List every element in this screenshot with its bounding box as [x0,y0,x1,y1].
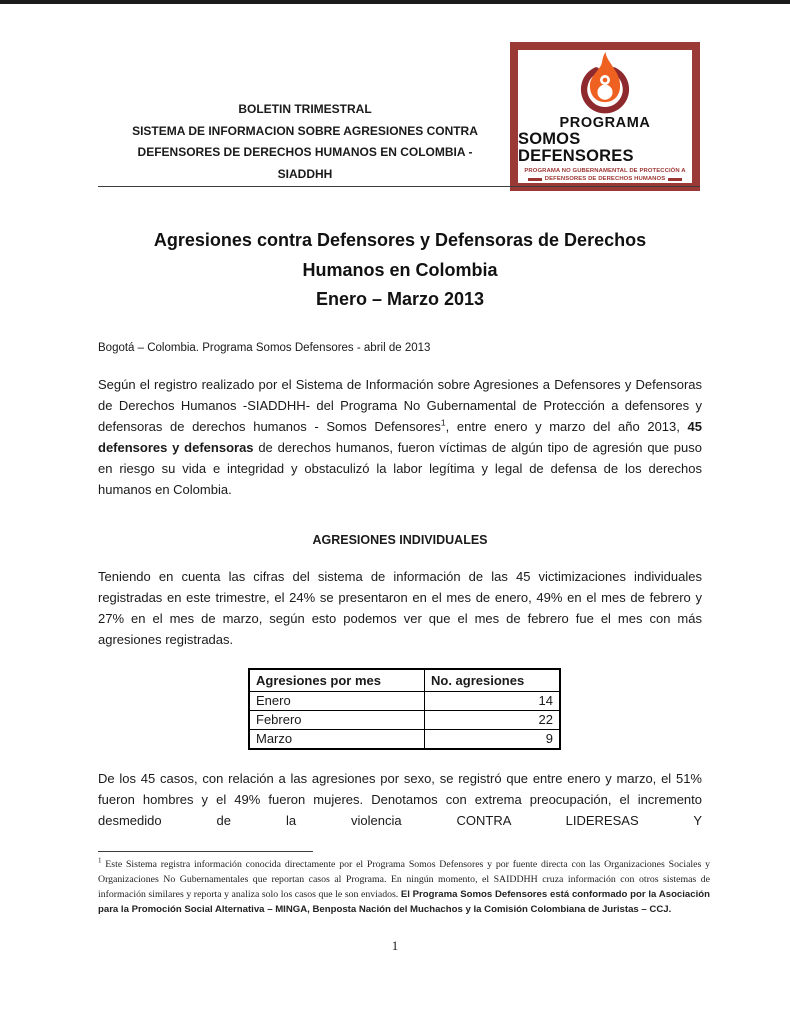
logo-subtitle-line-2-text: DEFENSORES DE DERECHOS HUMANOS [544,176,666,182]
somos-defensores-logo [510,42,700,191]
byline: Bogotá – Colombia. Programa Somos Defensores - abril de 2013 [98,342,431,354]
footnote-number: 1 [98,856,102,865]
intro-paragraph [98,374,702,500]
logo-title-programa: PROGRAMA [559,115,651,131]
header-divider [98,186,700,187]
logo-title-somos-defensores: SOMOS DEFENSORES [518,130,634,165]
logo-subtitle-line-1: PROGRAMA NO GUBERNAMENTAL DE PROTECCIÓN A [524,168,686,174]
table-row [249,711,560,730]
logo-subtitle [524,168,685,183]
table-cell-month: Enero [249,692,425,711]
subtitle-left-bar [528,178,542,182]
intro-bold-figure: 45 defensores y defensoras [98,419,702,455]
table-header-count: No. agresiones [425,669,561,692]
table-header-month: Agresiones por mes [249,669,425,692]
intro-part-3: de derechos humanos, fueron víctimas de algún tipo de agresión que puso en riesgo su vida e integridad y obstaculizó la labor legítima y legal de defensa de los derechos humanos en Colombia. [98,440,702,497]
subtitle-right-bar [668,178,682,182]
section-heading-agresiones-individuales: AGRESIONES INDIVIDUALES [312,533,488,547]
table-header-row [249,669,560,692]
intro-part-1: Según el registro realizado por el Sistema de Información sobre Agresiones a Defensores y Defensoras de Derechos Humanos -SIADDHH- del Programa No Gubernamental de Protección a defensores y defensoras de derechos humanos - Somos Defensores [98,377,702,434]
top-border [0,0,790,4]
footnote-serif-text: Este Sistema registra información conocida directamente por el Programa Somos Defensores y por fuente directa con las Organizaciones Sociales y Organizaciones No Gubernamentales que reportan casos al Programa. En ningún momento, el SAIDDHH cruza información con otros sistemas de información similares y reporta y analiza solo los casos que le son enviados. [98,859,710,900]
table-cell-count: 14 [425,692,561,711]
table-cell-month: Febrero [249,711,425,730]
person-head-center [603,78,608,83]
header-line-1: BOLETIN TRIMESTRAL [238,102,372,116]
footnote-bold-text: El Programa Somos Defensores está conformado por la Asociación para la Promoción Social Alternativa – MINGA, Benposta Nación del Muchachos y la Comisión Colombiana de Juristas – CCJ. [98,889,710,915]
logo-subtitle-line-2 [524,176,685,183]
table-row [249,730,560,750]
footnote-reference: 1 [440,417,446,428]
title-line-1: Agresiones contra Defensores y Defensoras de Derechos [153,230,647,250]
page-title [98,226,702,315]
aggressions-by-month-table [248,668,561,750]
title-line-2: Humanos en Colombia [302,259,498,280]
header-line-4: SIADDHH [277,166,333,181]
person-body [597,85,612,100]
bulletin-header [98,99,512,185]
page-number: 1 [391,938,399,953]
header-line-3: DEFENSORES DE DERECHOS HUMANOS EN COLOMBIA - [137,145,473,159]
table-cell-count: 9 [425,730,561,750]
sex-breakdown-paragraph: De los 45 casos, con relación a las agresiones por sexo, se registró que entre enero y marzo, el 51% fueron hombres y el 49% fueron mujeres. Denotamos con extrema preocupación, el incremento desmedido de la violencia CONTRA LIDERESAS Y [98,771,702,828]
monthly-figures-paragraph: Teniendo en cuenta las cifras del sistema de información de las 45 victimizaciones individuales registradas en este trimestre, el 24% se presentaron en el mes de enero, 49% en el mes de febrero y 27% en el mes de marzo, según esto podemos ver que el mes de febrero fue el mes con más agresiones registradas. [98,569,702,647]
footnote-divider [98,851,313,852]
flame-person-icon [561,51,649,116]
table-cell-month: Marzo [249,730,425,750]
table-cell-count: 22 [425,711,561,730]
title-line-3: Enero – Marzo 2013 [315,289,485,309]
intro-part-2: , entre enero y marzo del año 2013, [445,419,688,434]
table-row [249,692,560,711]
header-line-2: SISTEMA DE INFORMACION SOBRE AGRESIONES CONTRA [132,123,478,138]
footnote [98,857,710,917]
